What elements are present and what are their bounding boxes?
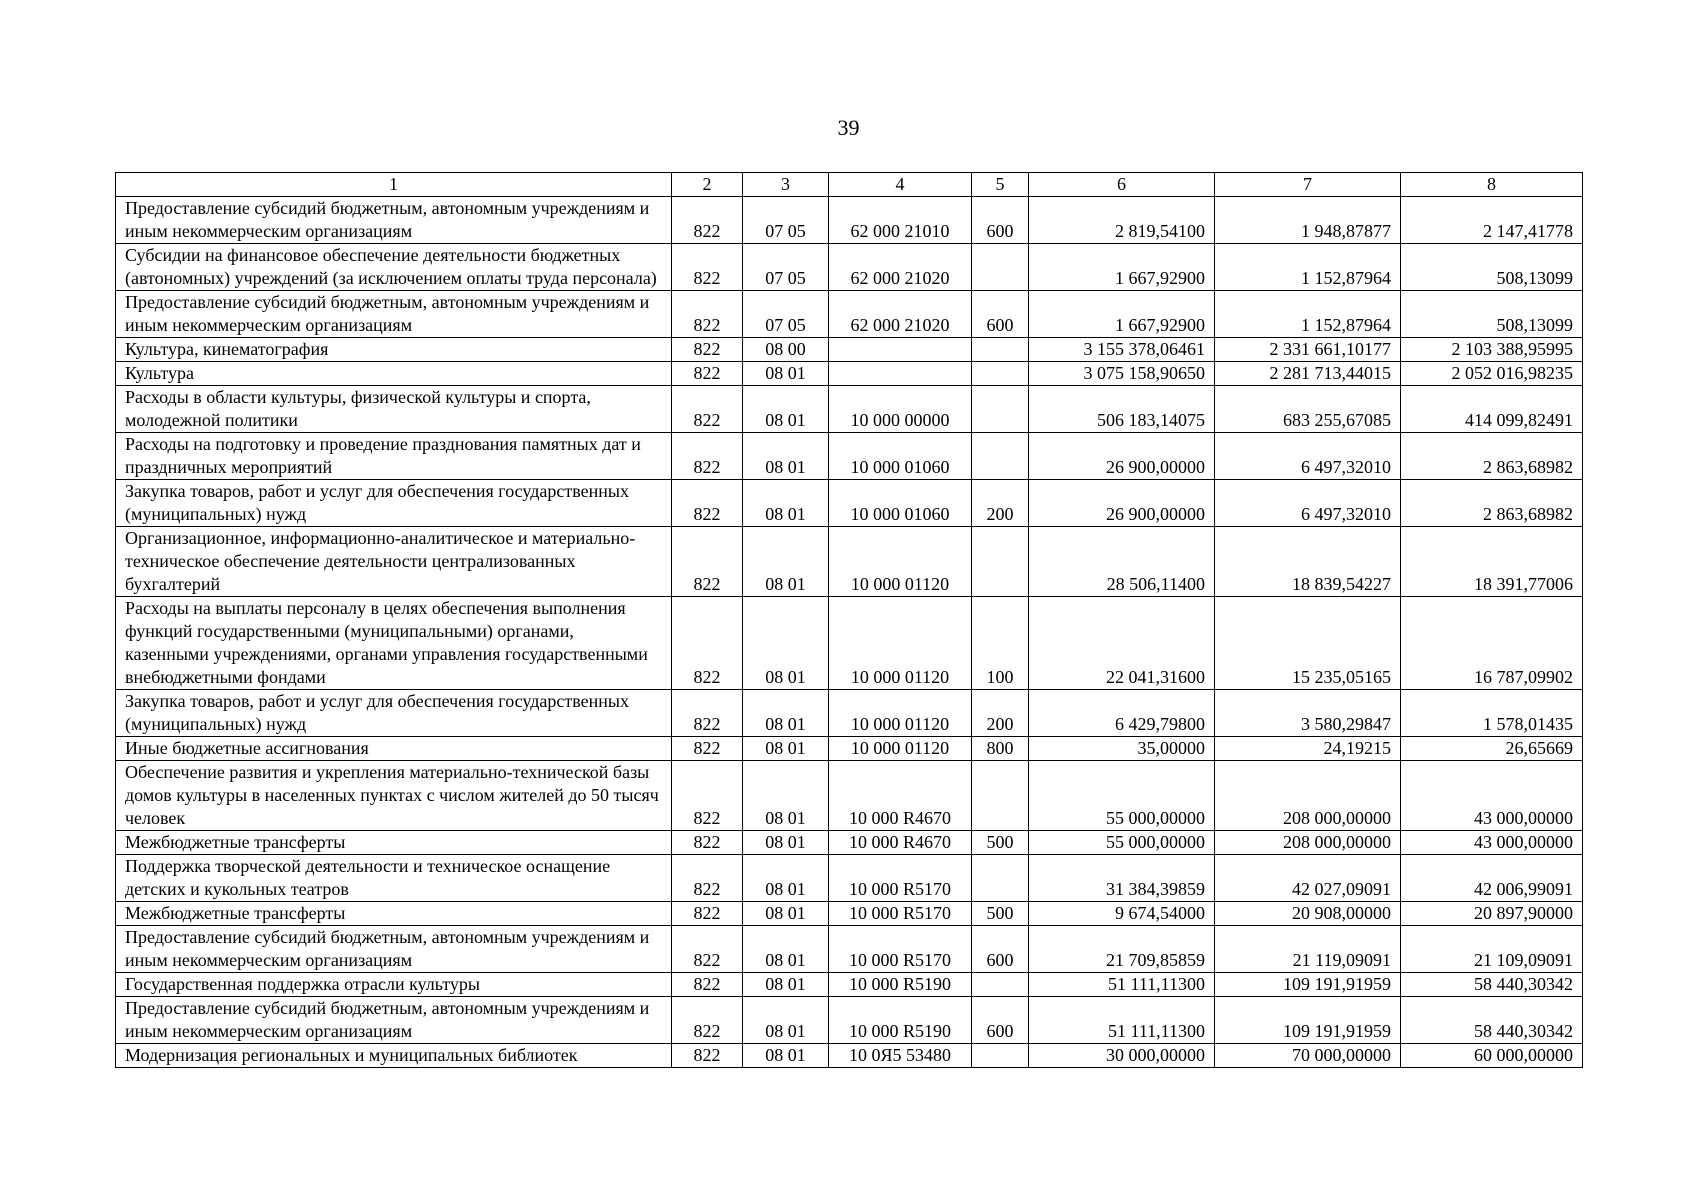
- table-row: [116, 338, 1583, 362]
- amount-col6-cell: 3 155 378,06461: [1029, 338, 1215, 362]
- section-code-cell: 08 01: [743, 527, 829, 597]
- ministry-code-cell: 822: [672, 362, 743, 386]
- expense-type-cell: 600: [972, 197, 1029, 244]
- section-code-cell: 08 01: [743, 831, 829, 855]
- amount-col8-cell: 43 000,00000: [1401, 831, 1583, 855]
- table-row: [116, 926, 1583, 973]
- column-header: 6: [1029, 173, 1215, 197]
- target-code-cell: 10 000 R5170: [829, 902, 972, 926]
- amount-col7-cell: 42 027,09091: [1215, 855, 1401, 902]
- target-code-cell: 10 000 R5190: [829, 973, 972, 997]
- amount-col6-cell: 55 000,00000: [1029, 761, 1215, 831]
- amount-col6-cell: 26 900,00000: [1029, 480, 1215, 527]
- target-code-cell: 62 000 21020: [829, 244, 972, 291]
- target-code-cell: 10 0Я5 53480: [829, 1044, 972, 1068]
- target-code-cell: 10 000 01060: [829, 433, 972, 480]
- table-row: [116, 997, 1583, 1044]
- amount-col8-cell: 16 787,09902: [1401, 597, 1583, 690]
- expense-type-cell: 200: [972, 480, 1029, 527]
- target-code-cell: [829, 362, 972, 386]
- ministry-code-cell: 822: [672, 855, 743, 902]
- expense-type-cell: [972, 433, 1029, 480]
- row-name-cell: Иные бюджетные ассигнования: [116, 737, 672, 761]
- page-number: 39: [837, 115, 860, 140]
- amount-col6-cell: 51 111,11300: [1029, 997, 1215, 1044]
- amount-col8-cell: 58 440,30342: [1401, 973, 1583, 997]
- row-name-cell: Расходы в области культуры, физической культуры и спорта, молодежной политики: [116, 386, 672, 433]
- section-code-cell: 07 05: [743, 244, 829, 291]
- amount-col7-cell: 1 152,87964: [1215, 244, 1401, 291]
- section-code-cell: 08 01: [743, 761, 829, 831]
- ministry-code-cell: 822: [672, 527, 743, 597]
- ministry-code-cell: 822: [672, 831, 743, 855]
- table-row: [116, 761, 1583, 831]
- ministry-code-cell: 822: [672, 973, 743, 997]
- section-code-cell: 08 01: [743, 433, 829, 480]
- section-code-cell: 08 00: [743, 338, 829, 362]
- table-row: [116, 362, 1583, 386]
- amount-col6-cell: 35,00000: [1029, 737, 1215, 761]
- amount-col7-cell: 15 235,05165: [1215, 597, 1401, 690]
- amount-col6-cell: 6 429,79800: [1029, 690, 1215, 737]
- table-row: [116, 1044, 1583, 1068]
- amount-col8-cell: 26,65669: [1401, 737, 1583, 761]
- expense-type-cell: [972, 362, 1029, 386]
- expense-type-cell: 100: [972, 597, 1029, 690]
- amount-col8-cell: 43 000,00000: [1401, 761, 1583, 831]
- table-row: [116, 386, 1583, 433]
- target-code-cell: 10 000 R4670: [829, 831, 972, 855]
- target-code-cell: 10 000 01120: [829, 597, 972, 690]
- amount-col6-cell: 506 183,14075: [1029, 386, 1215, 433]
- expense-type-cell: [972, 244, 1029, 291]
- table-row: [116, 480, 1583, 527]
- amount-col7-cell: 6 497,32010: [1215, 433, 1401, 480]
- expense-type-cell: [972, 973, 1029, 997]
- amount-col8-cell: 58 440,30342: [1401, 997, 1583, 1044]
- row-name-cell: Культура: [116, 362, 672, 386]
- target-code-cell: 10 000 R5170: [829, 855, 972, 902]
- amount-col6-cell: 1 667,92900: [1029, 244, 1215, 291]
- amount-col8-cell: 2 103 388,95995: [1401, 338, 1583, 362]
- amount-col7-cell: 1 948,87877: [1215, 197, 1401, 244]
- section-code-cell: 08 01: [743, 926, 829, 973]
- row-name-cell: Межбюджетные трансферты: [116, 831, 672, 855]
- row-name-cell: Закупка товаров, работ и услуг для обеспечения государственных (муниципальных) нужд: [116, 480, 672, 527]
- section-code-cell: 07 05: [743, 197, 829, 244]
- table-row: [116, 690, 1583, 737]
- ministry-code-cell: 822: [672, 737, 743, 761]
- amount-col7-cell: 2 331 661,10177: [1215, 338, 1401, 362]
- target-code-cell: 10 000 R4670: [829, 761, 972, 831]
- section-code-cell: 08 01: [743, 362, 829, 386]
- amount-col6-cell: 51 111,11300: [1029, 973, 1215, 997]
- expense-type-cell: 800: [972, 737, 1029, 761]
- section-code-cell: 08 01: [743, 597, 829, 690]
- amount-col7-cell: 21 119,09091: [1215, 926, 1401, 973]
- row-name-cell: Межбюджетные трансферты: [116, 902, 672, 926]
- amount-col8-cell: 2 052 016,98235: [1401, 362, 1583, 386]
- table-row: [116, 433, 1583, 480]
- row-name-cell: Обеспечение развития и укрепления материально-технической базы домов культуры в населенных пунктах с числом жителей до 50 тысяч человек: [116, 761, 672, 831]
- ministry-code-cell: 822: [672, 197, 743, 244]
- amount-col8-cell: 20 897,90000: [1401, 902, 1583, 926]
- row-name-cell: Модернизация региональных и муниципальных библиотек: [116, 1044, 672, 1068]
- amount-col8-cell: 18 391,77006: [1401, 527, 1583, 597]
- amount-col6-cell: 1 667,92900: [1029, 291, 1215, 338]
- amount-col8-cell: 2 863,68982: [1401, 480, 1583, 527]
- section-code-cell: 08 01: [743, 997, 829, 1044]
- ministry-code-cell: 822: [672, 761, 743, 831]
- row-name-cell: Расходы на выплаты персоналу в целях обеспечения выполнения функций государственными (муниципальными) органами, казенными учреждениями, органами управления государственными внебюджетными фондами: [116, 597, 672, 690]
- table-row: [116, 291, 1583, 338]
- column-header: 1: [116, 173, 672, 197]
- amount-col7-cell: 6 497,32010: [1215, 480, 1401, 527]
- row-name-cell: Предоставление субсидий бюджетным, автономным учреждениям и иным некоммерческим организациям: [116, 997, 672, 1044]
- target-code-cell: 62 000 21010: [829, 197, 972, 244]
- section-code-cell: 08 01: [743, 690, 829, 737]
- expense-type-cell: 200: [972, 690, 1029, 737]
- ministry-code-cell: 822: [672, 1044, 743, 1068]
- amount-col7-cell: 3 580,29847: [1215, 690, 1401, 737]
- ministry-code-cell: 822: [672, 291, 743, 338]
- ministry-code-cell: 822: [672, 902, 743, 926]
- section-code-cell: 08 01: [743, 386, 829, 433]
- amount-col6-cell: 9 674,54000: [1029, 902, 1215, 926]
- amount-col8-cell: 414 099,82491: [1401, 386, 1583, 433]
- row-name-cell: Закупка товаров, работ и услуг для обеспечения государственных (муниципальных) нужд: [116, 690, 672, 737]
- expense-type-cell: 600: [972, 291, 1029, 338]
- row-name-cell: Поддержка творческой деятельности и техническое оснащение детских и кукольных театров: [116, 855, 672, 902]
- row-name-cell: Расходы на подготовку и проведение празднования памятных дат и праздничных мероприятий: [116, 433, 672, 480]
- budget-table: [115, 172, 1583, 1068]
- target-code-cell: 10 000 00000: [829, 386, 972, 433]
- row-name-cell: Предоставление субсидий бюджетным, автономным учреждениям и иным некоммерческим организациям: [116, 291, 672, 338]
- target-code-cell: 10 000 01120: [829, 527, 972, 597]
- amount-col7-cell: 70 000,00000: [1215, 1044, 1401, 1068]
- amount-col6-cell: 26 900,00000: [1029, 433, 1215, 480]
- column-header-row: [116, 173, 1583, 197]
- amount-col7-cell: 208 000,00000: [1215, 831, 1401, 855]
- expense-type-cell: [972, 855, 1029, 902]
- amount-col6-cell: 2 819,54100: [1029, 197, 1215, 244]
- amount-col7-cell: 109 191,91959: [1215, 973, 1401, 997]
- ministry-code-cell: 822: [672, 244, 743, 291]
- amount-col8-cell: 508,13099: [1401, 291, 1583, 338]
- table-row: [116, 855, 1583, 902]
- section-code-cell: 08 01: [743, 1044, 829, 1068]
- ministry-code-cell: 822: [672, 480, 743, 527]
- row-name-cell: Субсидии на финансовое обеспечение деятельности бюджетных (автономных) учреждений (за исключением оплаты труда персонала): [116, 244, 672, 291]
- ministry-code-cell: 822: [672, 386, 743, 433]
- amount-col6-cell: 55 000,00000: [1029, 831, 1215, 855]
- target-code-cell: 10 000 R5170: [829, 926, 972, 973]
- row-name-cell: Предоставление субсидий бюджетным, автономным учреждениям и иным некоммерческим организациям: [116, 197, 672, 244]
- target-code-cell: 10 000 01120: [829, 690, 972, 737]
- amount-col7-cell: 1 152,87964: [1215, 291, 1401, 338]
- section-code-cell: 08 01: [743, 480, 829, 527]
- table-row: [116, 197, 1583, 244]
- amount-col7-cell: 208 000,00000: [1215, 761, 1401, 831]
- column-header: 3: [743, 173, 829, 197]
- expense-type-cell: [972, 1044, 1029, 1068]
- expense-type-cell: 600: [972, 997, 1029, 1044]
- amount-col8-cell: 508,13099: [1401, 244, 1583, 291]
- expense-type-cell: [972, 761, 1029, 831]
- table-row: [116, 597, 1583, 690]
- table-row: [116, 737, 1583, 761]
- section-code-cell: 07 05: [743, 291, 829, 338]
- section-code-cell: 08 01: [743, 737, 829, 761]
- row-name-cell: Культура, кинематография: [116, 338, 672, 362]
- amount-col7-cell: 2 281 713,44015: [1215, 362, 1401, 386]
- amount-col8-cell: 2 147,41778: [1401, 197, 1583, 244]
- target-code-cell: 10 000 01120: [829, 737, 972, 761]
- table-row: [116, 902, 1583, 926]
- column-header: 4: [829, 173, 972, 197]
- expense-type-cell: 500: [972, 831, 1029, 855]
- amount-col8-cell: 1 578,01435: [1401, 690, 1583, 737]
- amount-col8-cell: 60 000,00000: [1401, 1044, 1583, 1068]
- target-code-cell: [829, 338, 972, 362]
- amount-col7-cell: 683 255,67085: [1215, 386, 1401, 433]
- ministry-code-cell: 822: [672, 690, 743, 737]
- expense-type-cell: 600: [972, 926, 1029, 973]
- section-code-cell: 08 01: [743, 902, 829, 926]
- amount-col8-cell: 2 863,68982: [1401, 433, 1583, 480]
- amount-col7-cell: 20 908,00000: [1215, 902, 1401, 926]
- section-code-cell: 08 01: [743, 973, 829, 997]
- column-header: 7: [1215, 173, 1401, 197]
- amount-col6-cell: 3 075 158,90650: [1029, 362, 1215, 386]
- amount-col8-cell: 21 109,09091: [1401, 926, 1583, 973]
- target-code-cell: 10 000 01060: [829, 480, 972, 527]
- column-header: 5: [972, 173, 1029, 197]
- expense-type-cell: [972, 338, 1029, 362]
- amount-col6-cell: 31 384,39859: [1029, 855, 1215, 902]
- ministry-code-cell: 822: [672, 338, 743, 362]
- target-code-cell: 62 000 21020: [829, 291, 972, 338]
- table-row: [116, 527, 1583, 597]
- expense-type-cell: [972, 527, 1029, 597]
- table-row: [116, 244, 1583, 291]
- ministry-code-cell: 822: [672, 433, 743, 480]
- ministry-code-cell: 822: [672, 997, 743, 1044]
- amount-col6-cell: 21 709,85859: [1029, 926, 1215, 973]
- table-row: [116, 831, 1583, 855]
- row-name-cell: Предоставление субсидий бюджетным, автономным учреждениям и иным некоммерческим организациям: [116, 926, 672, 973]
- table-row: [116, 973, 1583, 997]
- column-header: 2: [672, 173, 743, 197]
- amount-col6-cell: 22 041,31600: [1029, 597, 1215, 690]
- amount-col7-cell: 18 839,54227: [1215, 527, 1401, 597]
- ministry-code-cell: 822: [672, 597, 743, 690]
- expense-type-cell: 500: [972, 902, 1029, 926]
- section-code-cell: 08 01: [743, 855, 829, 902]
- expense-type-cell: [972, 386, 1029, 433]
- column-header: 8: [1401, 173, 1583, 197]
- row-name-cell: Государственная поддержка отрасли культуры: [116, 973, 672, 997]
- amount-col6-cell: 28 506,11400: [1029, 527, 1215, 597]
- amount-col7-cell: 24,19215: [1215, 737, 1401, 761]
- target-code-cell: 10 000 R5190: [829, 997, 972, 1044]
- amount-col8-cell: 42 006,99091: [1401, 855, 1583, 902]
- amount-col7-cell: 109 191,91959: [1215, 997, 1401, 1044]
- amount-col6-cell: 30 000,00000: [1029, 1044, 1215, 1068]
- ministry-code-cell: 822: [672, 926, 743, 973]
- row-name-cell: Организационное, информационно-аналитическое и материально-техническое обеспечение деятельности централизованных бухгалтерий: [116, 527, 672, 597]
